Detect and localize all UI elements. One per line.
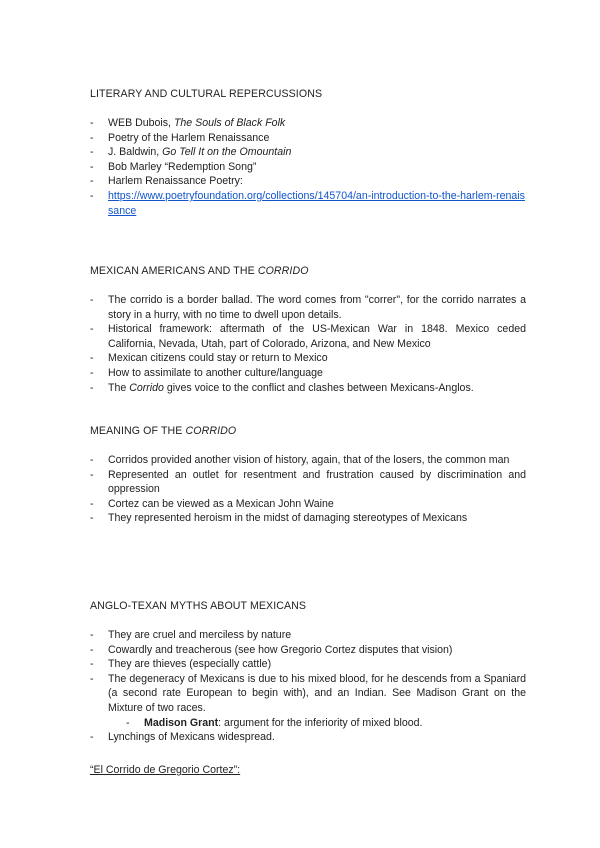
list-item: - Historical framework: aftermath of the US-Mexican War in 1848. Mexico ceded California, Nevada, Utah, part of Colorado, Arizona, and New Mexico: [90, 322, 526, 351]
poetry-foundation-link[interactable]: https://www.poetryfoundation.org/collections/145704/an-introduction-to-the-harlem-renaissance: [108, 189, 525, 217]
list-anglo-texan-myths: [90, 628, 526, 745]
section-heading-literary: LITERARY AND CULTURAL REPERCUSSIONS: [90, 88, 323, 100]
list-item: [90, 189, 526, 218]
list-item: - They represented heroism in the midst of damaging stereotypes of Mexicans: [90, 511, 526, 526]
list-item: - Lynchings of Mexicans widespread.: [90, 730, 526, 745]
list-meaning: [90, 453, 526, 526]
list-item: - They are cruel and merciless by nature: [90, 628, 526, 643]
list-item: - Harlem Renaissance Poetry:: [90, 174, 526, 189]
list-item: - Cowardly and treacherous (see how Gregorio Cortez disputes that vision): [90, 643, 526, 658]
list-item: - Mexican citizens could stay or return to Mexico: [90, 351, 526, 366]
list-item: - The degeneracy of Mexicans is due to his mixed blood, for he descends from a Spaniard (a second rate European to begin with), and an Indian. See Madison Grant on the Mixture of two races.: [90, 672, 526, 716]
section-heading-anglo-texan-myths: ANGLO-TEXAN MYTHS ABOUT MEXICANS: [90, 600, 307, 612]
list-item: - They are thieves (especially cattle): [90, 657, 526, 672]
list-item: - Represented an outlet for resentment and frustration caused by discrimination and oppression: [90, 468, 526, 497]
list-item: - The Corrido gives voice to the conflict and clashes between Mexicans-Anglos.: [90, 381, 526, 396]
section-heading-mexican-americans: MEXICAN AMERICANS AND THE CORRIDO: [90, 265, 309, 277]
list-item: - How to assimilate to another culture/language: [90, 366, 526, 381]
list-item: - The corrido is a border ballad. The word comes from "correr", for the corrido narrates a story in a hurry, with no time to dwell upon details.: [90, 293, 526, 322]
list-literary: [90, 116, 526, 218]
list-mexican-americans: [90, 293, 526, 395]
list-item: - Cortez can be viewed as a Mexican John Waine: [90, 497, 526, 512]
list-item: - WEB Dubois, The Souls of Black Folk: [90, 116, 526, 131]
corrido-title-link[interactable]: “El Corrido de Gregorio Cortez”:: [90, 764, 241, 776]
sub-list-item: - Madison Grant: argument for the inferiority of mixed blood.: [90, 716, 526, 731]
list-item: - Poetry of the Harlem Renaissance: [90, 131, 526, 146]
list-item: - J. Baldwin, Go Tell It on the Omountain: [90, 145, 526, 160]
list-item: - Corridos provided another vision of history, again, that of the losers, the common man: [90, 453, 526, 468]
list-item: - Bob Marley “Redemption Song”: [90, 160, 526, 175]
section-heading-meaning: MEANING OF THE CORRIDO: [90, 425, 237, 437]
